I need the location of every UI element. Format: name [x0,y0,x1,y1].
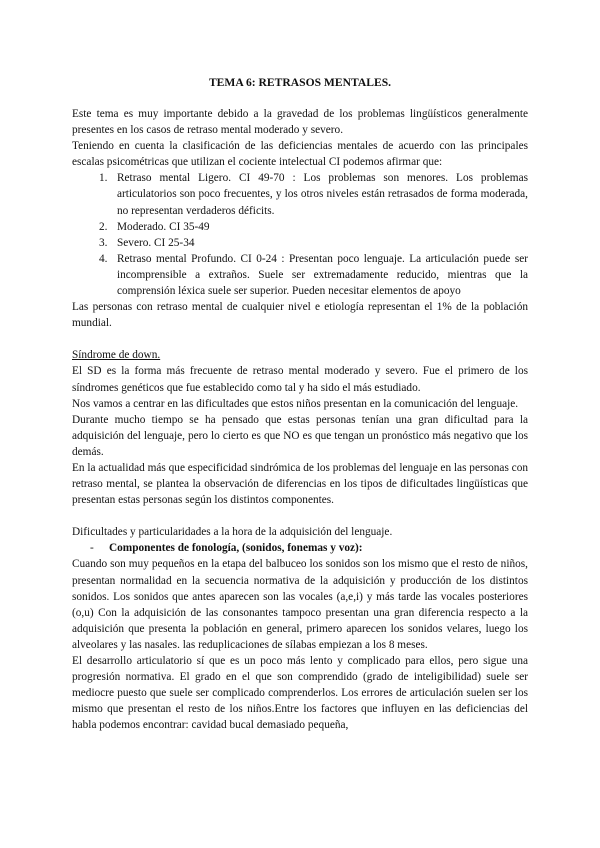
intro-paragraph: Teniendo en cuenta la clasificación de las deficiencias mentales de acuerdo con las principales escalas psicométricas que utilizan el cociente intelectual CI podemos afirmar que: [72,140,528,169]
phonology-paragraph: El desarrollo articulatorio sí que es un poco más lento y complicado para ellos, pero sigue una progresión normativa. El grado en el que son comprendido (grado de inteligibilidad) suele ser mediocre puesto que suele ser complicado comprenderlos. Los errores de articulación suelen ser los mismo que presentan el resto de los niños.Entre los factores que influyen en las deficiencias del habla podemos encontrar: cavidad bucal demasiado pequeña, [72,655,528,732]
intro-paragraph: Este tema es muy importante debido a la gravedad de los problemas lingüísticos generalmente presentes en los casos de retraso mental moderado y severo. [72,108,528,137]
bullet-heading: - Componentes de fonología, (sonidos, fonemas y voz): [90,542,363,555]
list-item-text: Retraso mental Profundo. CI 0-24 : Presentan poco lenguaje. La articulación puede ser incomprensible a extraños. Suele ser extremadamente reducido, mientras que la comprensión léxica suele ser superior. Pueden necesitar elementos de apoyo [117,252,528,298]
spacer [72,508,528,524]
list-item: 2. Moderado. CI 35-49 [99,220,210,233]
section-heading-down: Síndrome de down. [72,349,161,362]
down-paragraph: Durante mucho tiempo se ha pensado que estas personas tenían una gran dificultad para la adquisición del lenguaje, pero lo cierto es que NO es que tengan un pronóstico más negativo que los demás. [72,413,528,458]
spacer [72,331,528,347]
list-item: 3. Severo. CI 25-34 [99,236,195,249]
list-item-text: Moderado. CI 35-49 [117,220,210,233]
list-item: 4. Retraso mental Profundo. CI 0-24 : Presentan poco lenguaje. La articulación puede ser incomprensible a extraños. Suele ser extremadamente reducido, mientras que la comprensión léxica suele ser superior. Pueden necesitar elementos de apoyo [99,252,528,298]
down-paragraph: En la actualidad más que especificidad sindrómica de los problemas del lenguaje en las personas con retraso mental, se plantea la observación de diferencias en los tipos de dificultades lingüísticas que presentan estas personas según los distintos componentes. [72,461,528,507]
population-paragraph: Las personas con retraso mental de cualquier nivel e etiología representan el 1% de la población mundial. [72,301,528,330]
phonology-paragraph: Cuando son muy pequeños en la etapa del balbuceo los sonidos son los mismo que el resto de niños, presentan normalidad en la secuencia normativa de la adquisición y producción de los distintos sonidos. Los sonidos que antes aparecen son las vocales (a,e,i) y más tarde las vocales posteriores (o,u) Con la adquisición de las consonantes tampoco presentan una gran diferencia respecto a la adquisición que presenta la población en general, primero aparecen los sonidos velares, luego los alveolares y las nasales. las reduplicaciones de sílabas empiezan a los 8 meses. [72,558,528,651]
difficulties-intro: Dificultades y particularidades a la hora de la adquisición del lenguaje. [72,526,393,539]
page-title: TEMA 6: RETRASOS MENTALES. [208,76,392,89]
down-paragraph: Nos vamos a centrar en las dificultades que estos niños presentan en la comunicación del lenguaje. [72,397,519,410]
list-item-text: Retraso mental Ligero. CI 49-70 : Los problemas son menores. Los problemas articulatorios son poco frecuentes, y los otros niveles están retrasados de forma moderada, no representan verdaderos déficits. [117,172,528,217]
classification-list [72,170,528,299]
down-paragraph: El SD es la forma más frecuente de retraso mental moderado y severo. Fue el primero de los síndromes genéticos que fue establecido como tal y ha sido el más estudiado. [72,365,528,394]
document-body [72,75,528,733]
list-item-text: Severo. CI 25-34 [117,236,195,249]
list-item: 1. Retraso mental Ligero. CI 49-70 : Los problemas son menores. Los problemas articulatorios son poco frecuentes, y los otros niveles están retrasados de forma moderada, no representan verdaderos déficits. [99,172,528,217]
bullet-heading-text: Componentes de fonología, (sonidos, fonemas y voz): [109,542,363,555]
